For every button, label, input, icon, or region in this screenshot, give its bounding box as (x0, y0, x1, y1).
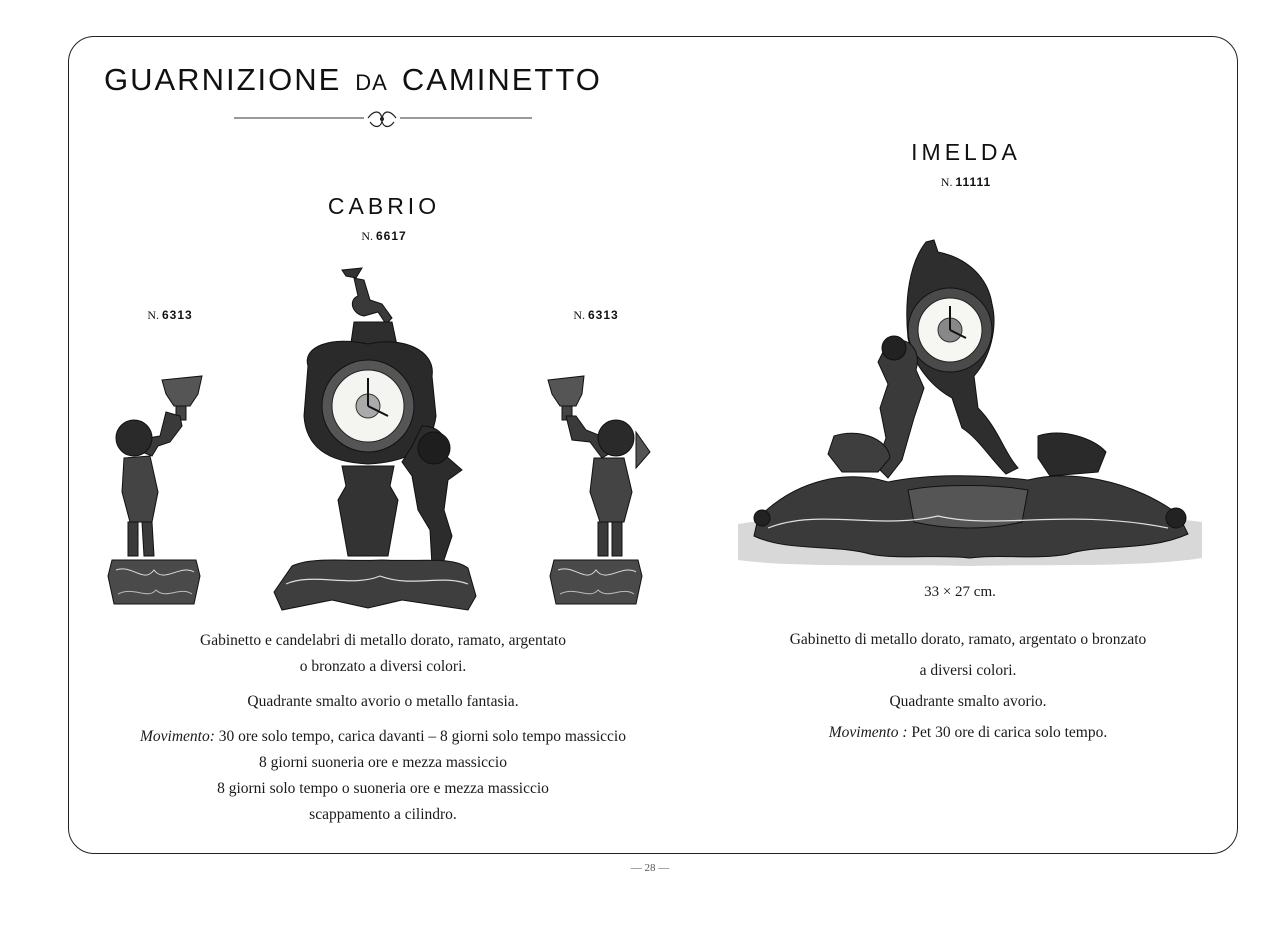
cabrio-movement-label: Movimento: (140, 728, 215, 745)
imelda-item-number (916, 175, 1016, 190)
cabrio-clock-illustration (272, 266, 492, 616)
cabrio-desc-line3: Quadrante smalto avorio o metallo fantasia. (247, 693, 519, 710)
cabrio-item-number (334, 229, 434, 244)
candelabra-left-prefix: N. (147, 308, 159, 322)
candelabra-left-value: 6313 (161, 308, 193, 322)
imelda-desc-line3: Quadrante smalto avorio. (889, 693, 1047, 710)
cabrio-product-name: CABRIO (327, 193, 441, 219)
imelda-movement-text: Pet 30 ore di carica solo tempo. (911, 724, 1108, 741)
cabrio-description (96, 628, 670, 828)
imelda-description (728, 624, 1208, 748)
imelda-number-value: 11111 (955, 175, 992, 189)
imelda-number-prefix: N. (940, 175, 953, 189)
candelabra-right-value: 6313 (587, 308, 619, 322)
candelabra-right-illustration (540, 372, 670, 610)
title-word-da: DA (355, 70, 388, 95)
imelda-clock-illustration (738, 238, 1202, 570)
candelabra-left-number (120, 308, 220, 323)
candelabra-right-prefix: N. (573, 308, 585, 322)
page-number: — 28 — (630, 862, 670, 874)
cabrio-desc-line1: Gabinetto e candelabri di metallo dorato, ramato, argentato (200, 632, 566, 649)
cabrio-number-prefix: N. (361, 229, 373, 243)
imelda-movement-label: Movimento : (828, 724, 908, 741)
page-title (104, 62, 602, 98)
cabrio-desc-line2: o bronzato a diversi colori. (299, 658, 467, 675)
title-word-guarnizione: GUARNIZIONE (104, 62, 342, 97)
title-ornament-divider (234, 110, 532, 132)
cabrio-movement-line1 (96, 724, 670, 750)
title-word-caminetto: CAMINETTO (401, 62, 602, 97)
imelda-movement-line (728, 717, 1208, 748)
cabrio-number-value: 6617 (375, 229, 407, 243)
imelda-dimensions: 33 × 27 cm. (924, 584, 996, 600)
imelda-desc-line1: Gabinetto di metallo dorato, ramato, argentato o bronzato (789, 631, 1147, 648)
cabrio-movement-line3: 8 giorni solo tempo o suoneria ore e mezza massiccio (217, 780, 549, 797)
cabrio-movement-line2: 8 giorni suoneria ore e mezza massiccio (259, 754, 507, 771)
cabrio-movement-text1: 30 ore solo tempo, carica davanti – 8 giorni solo tempo massiccio (218, 728, 626, 745)
imelda-product-name: IMELDA (911, 139, 1021, 165)
imelda-desc-line2: a diversi colori. (919, 662, 1017, 679)
candelabra-left-illustration (104, 372, 234, 610)
candelabra-right-number (546, 308, 646, 323)
cabrio-movement-line4: scappamento a cilindro. (309, 806, 457, 823)
